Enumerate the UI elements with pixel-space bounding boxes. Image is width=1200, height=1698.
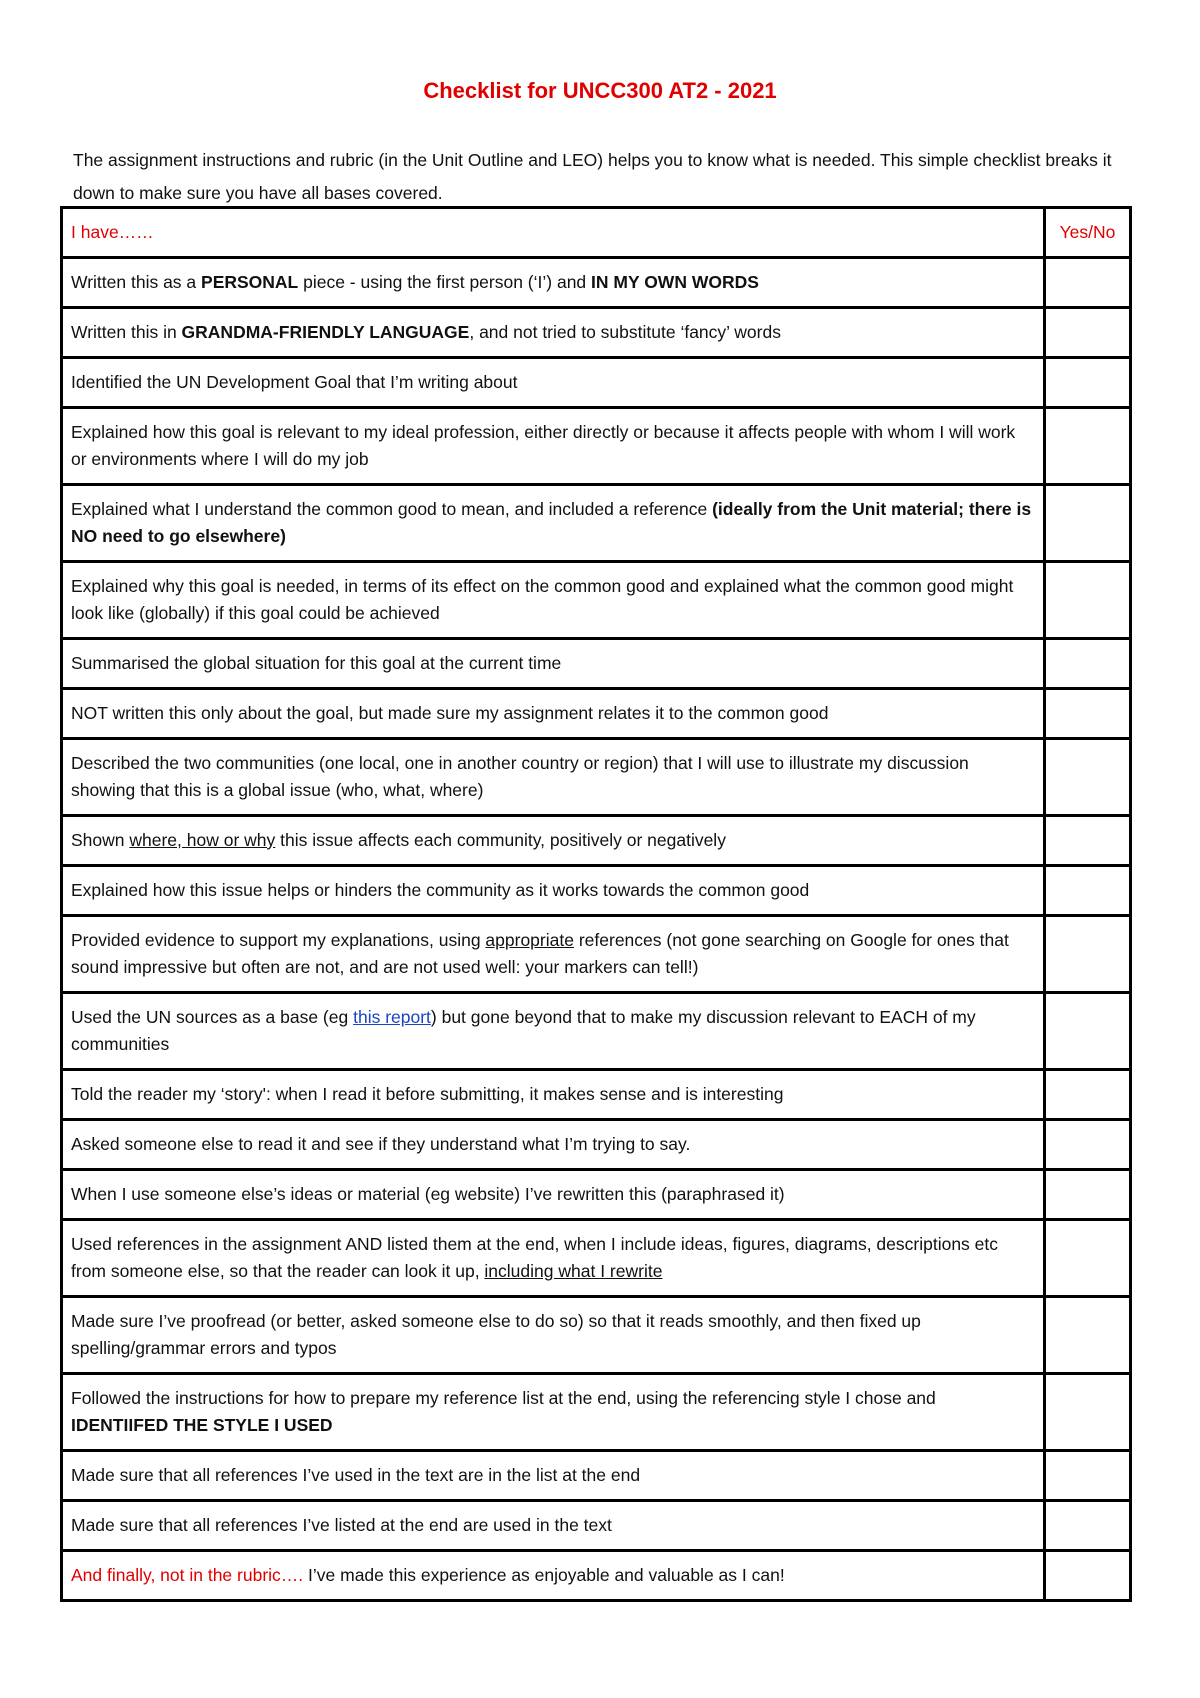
item-text-part: , and not tried to substitute ‘fancy’ words [469,322,781,342]
yes-no-cell[interactable] [1045,739,1131,816]
item-text-part: Made sure that all references I’ve listed at the end are used in the text [71,1515,612,1535]
yes-no-cell[interactable] [1045,562,1131,639]
checklist-item-text [62,1297,1045,1374]
checklist-row [62,258,1131,308]
checklist-row [62,1374,1131,1451]
yes-no-cell[interactable] [1045,485,1131,562]
item-text-part: IDENTIIFED THE STYLE I USED [71,1415,333,1435]
yes-no-cell[interactable] [1045,1070,1131,1120]
checklist-row [62,639,1131,689]
item-text-part: Explained how this goal is relevant to my ideal profession, either directly or because it affects people with whom I will work or environments where I will do my job [71,422,1016,469]
checklist-row [62,562,1131,639]
checklist-item-text [62,739,1045,816]
checklist-table [60,206,1132,1602]
checklist-item-text [62,1120,1045,1170]
checklist-item-text [62,816,1045,866]
checklist-row [62,408,1131,485]
report-link[interactable]: this report [353,1007,431,1027]
item-text-part: Used references in the assignment AND listed them at the end, when I include ideas, figures, diagrams, descriptions etc from someone else, so that the reader can look it up, [71,1234,999,1281]
checklist-row [62,308,1131,358]
yes-no-cell[interactable] [1045,916,1131,993]
checklist-item-text [62,1501,1045,1551]
checklist-item-text [62,1451,1045,1501]
item-text-part: Explained how this issue helps or hinders the community as it works towards the common good [71,880,810,900]
checklist-row [62,1451,1131,1501]
item-text-part: where, how or why [129,830,276,850]
checklist-row [62,1551,1131,1601]
checklist-row [62,1170,1131,1220]
checklist-item-text [62,916,1045,993]
checklist-item-text [62,1374,1045,1451]
yes-no-cell[interactable] [1045,258,1131,308]
item-text-part: And finally, not in the rubric…. [71,1565,304,1585]
item-text-part: Identified the UN Development Goal that I’m writing about [71,372,518,392]
item-text-part: appropriate [485,930,574,950]
checklist-header-row [62,208,1131,258]
item-text-part: including what I rewrite [484,1261,663,1281]
item-text-part: GRANDMA-FRIENDLY LANGUAGE [181,322,470,342]
yes-no-cell[interactable] [1045,1170,1131,1220]
item-text-part: ) but gone beyond that to make my discussion relevant to EACH of my communities [71,1007,976,1054]
checklist-item-text [62,258,1045,308]
yes-no-cell[interactable] [1045,816,1131,866]
yes-no-cell[interactable] [1045,689,1131,739]
checklist-row [62,1220,1131,1297]
item-text-part: Described the two communities (one local, one in another country or region) that I will use to illustrate my discussion showing that this is a global issue (who, what, where) [71,753,969,800]
yes-no-cell[interactable] [1045,1451,1131,1501]
header-i-have: I have…… [62,208,1045,258]
checklist-item-text [62,1070,1045,1120]
checklist-row [62,866,1131,916]
checklist-item-text [62,639,1045,689]
checklist-item-text [62,485,1045,562]
yes-no-cell[interactable] [1045,1551,1131,1601]
checklist-item-text [62,562,1045,639]
checklist-row [62,485,1131,562]
yes-no-cell[interactable] [1045,1501,1131,1551]
checklist-item-text [62,993,1045,1070]
item-text-part: When I use someone else’s ideas or material (eg website) I’ve rewritten this (paraphrased it) [71,1184,785,1204]
item-text-part: Written this in [71,322,182,342]
yes-no-cell[interactable] [1045,308,1131,358]
yes-no-cell[interactable] [1045,1220,1131,1297]
checklist-item-text [62,308,1045,358]
checklist-row [62,916,1131,993]
item-text-part: references (not gone searching on Google for ones that sound impressive but often are not, and are not used well: your markers can tell!) [71,930,1009,977]
intro-paragraph: The assignment instructions and rubric (in the Unit Outline and LEO) helps you to know what is needed. This simple checklist breaks it down to make sure you have all bases covered. [73,150,1112,203]
item-text-part: Provided evidence to support my explanations, using [71,930,486,950]
item-text-part: Explained what I understand the common good to mean, and included a reference [71,499,713,519]
checklist-item-text [62,1551,1045,1601]
yes-no-cell[interactable] [1045,1297,1131,1374]
yes-no-cell[interactable] [1045,993,1131,1070]
item-text-part: Made sure that all references I’ve used in the text are in the list at the end [71,1465,641,1485]
checklist-item-text [62,1220,1045,1297]
item-text-part: Summarised the global situation for this goal at the current time [71,653,562,673]
yes-no-cell[interactable] [1045,358,1131,408]
item-text-part: Followed the instructions for how to prepare my reference list at the end, using the referencing style I chose and [71,1388,936,1408]
checklist-item-text [62,408,1045,485]
item-text-part: NOT written this only about the goal, but made sure my assignment relates it to the common good [71,703,829,723]
checklist-row [62,689,1131,739]
checklist-item-text [62,866,1045,916]
checklist-row [62,739,1131,816]
item-text-part: Explained why this goal is needed, in terms of its effect on the common good and explained what the common good might look like (globally) if this goal could be achieved [71,576,1014,623]
checklist-row [62,1501,1131,1551]
yes-no-cell[interactable] [1045,639,1131,689]
checklist-row [62,1297,1131,1374]
checklist-item-text [62,689,1045,739]
yes-no-cell[interactable] [1045,866,1131,916]
item-text-part: this issue affects each community, positively or negatively [275,830,726,850]
yes-no-cell[interactable] [1045,1374,1131,1451]
checklist-row [62,358,1131,408]
checklist-item-text [62,358,1045,408]
item-text-part: Asked someone else to read it and see if they understand what I’m trying to say. [71,1134,691,1154]
item-text-part: Used the UN sources as a base (eg [71,1007,354,1027]
item-text-part: Written this as a [71,272,202,292]
yes-no-cell[interactable] [1045,1120,1131,1170]
header-yes-no: Yes/No [1045,208,1131,258]
checklist-row [62,816,1131,866]
checklist-item-text [62,1170,1045,1220]
document-title: Checklist for UNCC300 AT2 - 2021 [423,78,777,103]
item-text-part: PERSONAL [201,272,299,292]
checklist-row [62,1070,1131,1120]
item-text-part: IN MY OWN WORDS [591,272,759,292]
item-text-part: (ideally from the Unit material; there is NO need to go elsewhere) [71,499,1032,546]
checklist-row [62,993,1131,1070]
item-text-part: I’ve made this experience as enjoyable and valuable as I can! [303,1565,785,1585]
item-text-part: Shown [71,830,130,850]
checklist-row [62,1120,1131,1170]
item-text-part: piece - using the first person (‘I’) and [298,272,592,292]
yes-no-cell[interactable] [1045,408,1131,485]
item-text-part: Told the reader my ‘story': when I read it before submitting, it makes sense and is interesting [71,1084,784,1104]
item-text-part: Made sure I’ve proofread (or better, asked someone else to do so) so that it reads smoothly, and then fixed up spelling/grammar errors and typos [71,1311,921,1358]
